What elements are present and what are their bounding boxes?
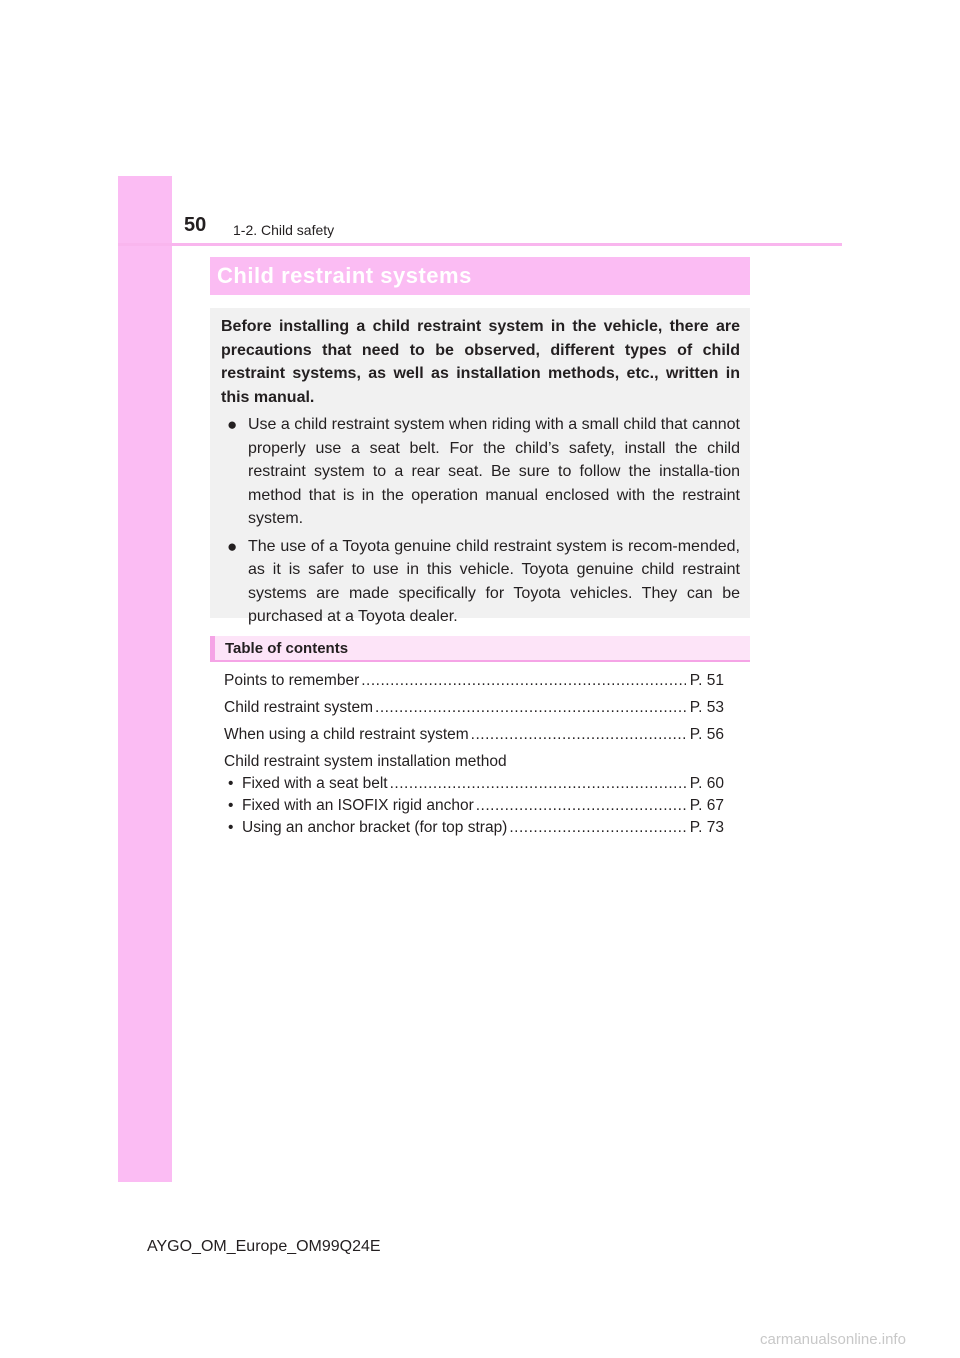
toc-heading — [210, 636, 750, 662]
toc-entry-page: P. 53 — [689, 699, 724, 716]
toc-entry[interactable] — [224, 670, 724, 692]
toc-entry-label: When using a child restraint system — [224, 726, 469, 743]
toc-leader-dots — [476, 795, 686, 817]
toc-entry-label: Child restraint system — [224, 699, 374, 716]
toc-sub-entry[interactable] — [224, 773, 724, 795]
header-rule — [118, 243, 842, 246]
intro-bullet — [221, 535, 740, 629]
bullet-icon: ● — [227, 536, 238, 556]
toc-leader-dots — [390, 773, 686, 795]
intro-bullet-text: Use a child restraint system when riding with a small child that cannot properly use a seat belt. For the child’s safety, install the child restraint system to a rear seat. Be sure to follow the installa-tion method that is in the operation manual enclosed with the restraint system. — [248, 416, 740, 527]
toc-heading-text: Table of contents — [225, 640, 349, 657]
section-label: 1-2. Child safety — [233, 222, 335, 238]
toc-entry-label: Points to remember — [224, 672, 360, 689]
small-bullet-icon: • — [228, 819, 234, 836]
table-of-contents — [224, 670, 724, 839]
footer-document-code: AYGO_OM_Europe_OM99Q24E — [147, 1238, 381, 1255]
toc-sub-entry[interactable] — [224, 795, 724, 817]
toc-entry[interactable] — [224, 724, 724, 746]
chapter-side-tab — [118, 176, 172, 1182]
title-bar — [210, 257, 750, 295]
small-bullet-icon: • — [228, 797, 234, 814]
toc-sub-entry[interactable] — [224, 817, 724, 839]
toc-entry[interactable] — [224, 697, 724, 719]
toc-leader-dots — [375, 697, 686, 719]
toc-entry-label: Fixed with an ISOFIX rigid anchor — [242, 797, 474, 814]
toc-entry-page: P. 67 — [689, 797, 724, 814]
toc-entry-page: P. 60 — [689, 775, 724, 792]
toc-leader-dots — [361, 670, 686, 692]
toc-entry-page: P. 51 — [689, 672, 724, 689]
bullet-icon: ● — [227, 415, 238, 434]
toc-entry-page: P. 56 — [689, 726, 724, 743]
page-title: Child restraint systems — [217, 263, 472, 288]
toc-leader-dots — [471, 724, 686, 746]
toc-entry-label: Fixed with a seat belt — [242, 775, 388, 792]
toc-leader-dots — [509, 817, 685, 839]
intro-box — [210, 308, 750, 625]
page-number: 50 — [184, 214, 207, 236]
toc-entry-page: P. 73 — [689, 819, 724, 836]
intro-bullet — [221, 413, 740, 531]
toc-group-title: Child restraint system installation method — [224, 753, 507, 770]
small-bullet-icon: • — [228, 775, 234, 792]
intro-lead: Before installing a child restraint system in the vehicle, there are precautions that need to be observed, different types of child restraint systems, as well as installation methods, etc., written in this manual. — [221, 318, 740, 406]
watermark: carmanualsonline.info — [760, 1331, 906, 1348]
intro-bullet-text: The use of a Toyota genuine child restraint system is recom-mended, as it is safer to use in this vehicle. Toyota genuine child restraint systems are made specifically for Toyota vehicles. They can be purchased at a Toyota dealer. — [248, 537, 740, 625]
toc-entry-label: Using an anchor bracket (for top strap) — [242, 819, 508, 836]
